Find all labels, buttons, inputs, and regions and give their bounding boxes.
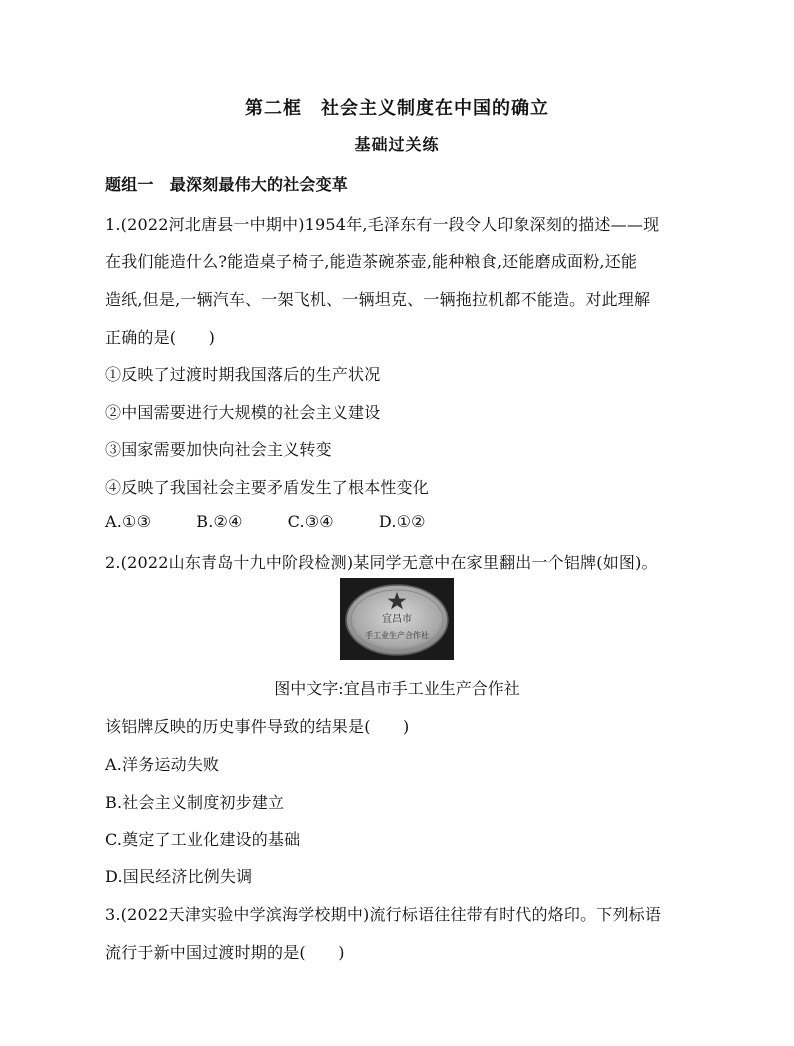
q1-statement-4: ④反映了我国社会主要矛盾发生了根本性变化 bbox=[105, 478, 430, 497]
q2-option-d: D.国民经济比例失调 bbox=[105, 867, 253, 886]
image-caption: 图中文字:宜昌市手工业生产合作社 bbox=[274, 679, 520, 698]
q1-stem-line-2: 在我们能造什么?能造桌子椅子,能造茶碗茶壶,能种粮食,还能磨成面粉,还能 bbox=[105, 252, 638, 271]
q1-stem-line-3: 造纸,但是,一辆汽车、一架飞机、一辆坦克、一辆拖拉机都不能造。对此理解 bbox=[105, 290, 651, 309]
plate-text-line-1: 宜昌市 bbox=[382, 614, 412, 625]
page-title: 第二框 社会主义制度在中国的确立 bbox=[245, 98, 549, 119]
q1-options bbox=[105, 512, 426, 531]
section-subtitle: 基础过关练 bbox=[354, 135, 440, 154]
q1-option-c: C.③④ bbox=[287, 512, 334, 531]
group-heading: 题组一 最深刻最伟大的社会变革 bbox=[105, 175, 349, 194]
q1-option-d: D.①② bbox=[378, 512, 426, 531]
q1-statement-2: ②中国需要进行大规模的社会主义建设 bbox=[105, 403, 381, 422]
q3-stem-line-1: 3.(2022天津实验中学滨海学校期中)流行标语往往带有时代的烙印。下列标语 bbox=[105, 905, 662, 924]
q1-option-a: A.①③ bbox=[105, 512, 152, 531]
q2-option-a: A.洋务运动失败 bbox=[105, 755, 220, 774]
q1-stem-line-1: 1.(2022河北唐县一中期中)1954年,毛泽东有一段令人印象深刻的描述——现 bbox=[105, 215, 660, 234]
q1-statement-3: ③国家需要加快向社会主义转变 bbox=[105, 440, 332, 459]
q2-option-c: C.奠定了工业化建设的基础 bbox=[105, 830, 301, 849]
q3-stem-line-2: 流行于新中国过渡时期的是( ) bbox=[105, 943, 345, 962]
plate-text-line-2: 手工业生产合作社 bbox=[365, 631, 429, 640]
q2-option-b: B.社会主义制度初步建立 bbox=[105, 793, 285, 812]
q1-option-b: B.②④ bbox=[196, 512, 243, 531]
q2-stem: 2.(2022山东青岛十九中阶段检测)某同学无意中在家里翻出一个铝牌(如图)。 bbox=[105, 553, 658, 572]
aluminum-plate-photo bbox=[340, 578, 454, 660]
q1-statement-1: ①反映了过渡时期我国落后的生产状况 bbox=[105, 365, 381, 384]
aluminum-plate-image bbox=[340, 578, 454, 660]
q2-question: 该铝牌反映的历史事件导致的结果是( ) bbox=[105, 717, 410, 736]
q1-stem-line-4: 正确的是( ) bbox=[105, 328, 216, 347]
